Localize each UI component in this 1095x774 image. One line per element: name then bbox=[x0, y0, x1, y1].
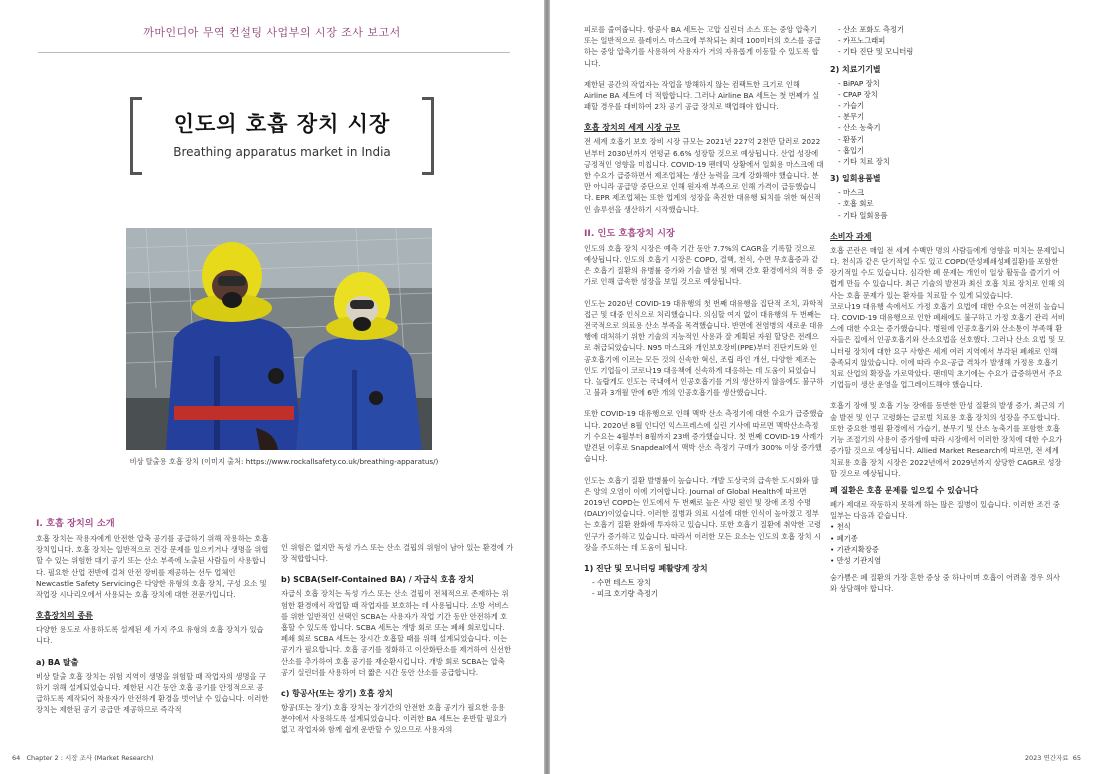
types-heading: 호흡장치의 종류 bbox=[36, 611, 93, 621]
list-item: - 마스크 bbox=[838, 188, 865, 198]
consumer-text-2: 코로나19 대유행 속에서도 가정 호흡기 요법에 대한 수요는 여전히 높습니다. COVID-19 대유행으로 인한 폐쇄에도 불구하고 가정 호흡기 관리 서비스에 대한 수요는 증가했습니다. 병원에 인공호흡기와 산소통이 부족해 환자들은 집에서 인공호흡기와 산소요법을 선호했다. 그러나 산소 요법 및 모니터링 장치에 대한 요구 사항은 세계 여러 지역에서 부각된 폐쇄로 인해 충족되지 않았습니다. 이에 따라 수요-공급 격차가 발생해 가정용 호흡기 치료 산업의 확장을 가로막았다. 팬데믹 초기에는 수요가 급증하면서 주요 기업들이 생산 운영을 업그레이드해야 했습니다. bbox=[830, 301, 1065, 390]
annual-label: 2023 연간자료 bbox=[1024, 754, 1069, 762]
list-item: - 기타 진단 및 모니터링 bbox=[838, 47, 914, 57]
lung-disease-text: 폐가 제대로 작동하지 못하게 하는 많은 질병이 있습니다. 이러한 조건 중 일부는 다음과 같습니다. bbox=[830, 499, 1060, 521]
list-item: • 기관지확장증 bbox=[830, 544, 879, 554]
continued-text: 인 위험은 없지만 독성 가스 또는 산소 결핍의 위험이 남아 있는 환경에 가장 적합합니다. bbox=[281, 543, 514, 564]
airline-confined-text: 제한된 공간의 작업자는 작업을 방해하지 않는 컴팩트한 크기로 인해 Airline BA 세트에 더 적합합니다. 그러나 Airline BA 세트는 첫 번째가 실패할 경우를 대비하여 2차 공기 공급 장치로 백업해야 합니다. bbox=[584, 79, 820, 112]
closing-text: 숨가쁨은 폐 질환의 가장 흔한 증상 중 하나이며 호흡이 어려울 경우 의사와 상담해야 합니다. bbox=[830, 573, 1060, 594]
list-item: - 산소 포화도 측정기 bbox=[838, 25, 904, 34]
list-item: • 폐기종 bbox=[830, 533, 858, 543]
header-rule bbox=[38, 52, 510, 53]
list-item: - BiPAP 장치 bbox=[838, 78, 880, 88]
airline-text: 항공(또는 장기) 호흡 장치는 장기간의 안전한 호흡 공기가 필요한 응용 분야에서 사용하도록 설계되었습니다. 이러한 BA 세트는 운반할 필요가 없고 작업자와 함께 쉽게 운반할 수 있으므로 사용자의 bbox=[281, 703, 507, 735]
footer-left bbox=[12, 753, 154, 762]
consumer-heading: 소비자 과제 bbox=[830, 231, 872, 241]
list-item: - CPAP 장치 bbox=[838, 89, 878, 99]
list-item: • 천식 bbox=[830, 522, 851, 532]
ba-escape-heading: a) BA 탈출 bbox=[36, 657, 79, 667]
list-item: - 수면 테스트 장치 bbox=[592, 577, 651, 587]
hazmat-workers-photo bbox=[126, 228, 432, 450]
right-page bbox=[550, 0, 1095, 774]
therapeutic-list bbox=[830, 78, 1066, 168]
section-heading-intro: I. 호흡 장치의 소개 bbox=[36, 518, 115, 529]
ba-escape-text: 비상 탈출 호흡 장치는 위험 지역이 생명을 위험할 때 작업자의 생명을 구하기 위해 설계되었습니다. 제한된 시간 동안 호흡 공기를 안정적으로 공급하도록 제작되어 착용자가 안전하게 환경을 벗어날 수 있습니다. 이러한 장치는 제한된 공기 공급만 제공하므로 즉각적 bbox=[36, 671, 269, 715]
diagnostic-list bbox=[584, 577, 824, 599]
footer-right bbox=[1025, 753, 1081, 762]
diagnostic-list-cont bbox=[830, 24, 1066, 58]
types-intro: 다양한 용도로 사용하도록 설계된 세 가지 주요 유형의 호흡 장치가 있습니다. bbox=[36, 625, 264, 646]
right-column-2 bbox=[830, 24, 1066, 595]
left-column-2 bbox=[281, 542, 514, 736]
india-market-heading: II. 인도 호흡장치 시장 bbox=[584, 227, 675, 239]
photo-caption: 비상 탈출용 호흡 장치 (이미지 출처: https://www.rockallsafety.co.uk/breathing-apparatus/) bbox=[129, 457, 439, 466]
consumer-text-1: 호흡 곤란은 매일 전 세계 수백만 명의 사람들에게 영향을 미치는 문제입니다. 천식과 같은 단기적일 수도 있고 COPD(만성폐쇄성폐질환)를 포함한 장기적일 수도 있습니다. 심각한 폐 문제는 개인이 일상 활동을 즐기기 어렵게 만들 수 있습니다. 최근 기술의 발전과 최신 호흡 치료 장치로 인해 의사는 호흡 문제가 있는 환자를 치료할 수 있게 되었습니다. bbox=[830, 245, 1065, 300]
right-column-1 bbox=[584, 24, 824, 599]
scba-heading: b) SCBA(Self-Contained BA) / 자급식 호흡 장치 bbox=[281, 575, 475, 585]
india-market-text-1: 인도의 호흡 장치 시장은 예측 기간 동안 7.7%의 CAGR을 기록할 것으로 예상됩니다. 인도의 호흡기 시장은 COPD, 결핵, 천식, 수면 무호흡증과 같은 호흡기 질환의 유병률 증가와 기술 발전 및 재택 간호 환경에서의 적용 증가로 인해 급속한 성장을 보일 것으로 예상됩니다. bbox=[584, 243, 824, 287]
photo-illustration bbox=[126, 228, 432, 450]
disposables-heading: 3) 일회용품별 bbox=[830, 174, 881, 184]
list-item: - 피크 호기량 측정기 bbox=[592, 589, 658, 599]
list-item: - 가습기 bbox=[838, 101, 865, 111]
list-item: - 산소 농축기 bbox=[838, 123, 881, 133]
disposables-list bbox=[830, 187, 1066, 221]
title-korean: 인도의 호흡 장치 시장 bbox=[173, 112, 391, 136]
page-number-right: 65 bbox=[1072, 754, 1081, 762]
therapeutic-heading: 2) 치료기기별 bbox=[830, 64, 881, 74]
airline-continued: 피로를 줄여줍니다. 항공사 BA 세트는 고압 실린더 소스 또는 중앙 압축기 또는 일반적으로 플레이스 마스크에 부착되는 최대 100미터의 호스를 공급하는 중앙 압축기를 사용하여 사용자가 거의 자유롭게 이동할 수 있도록 합니다. bbox=[584, 25, 821, 68]
india-market-text-4: 인도는 호흡기 질환 발병률이 높습니다. 개발 도상국의 급속한 도시화와 많은 양의 오염이 이에 기여합니다. Journal of Global Health에 따르면 2019년 COPD는 인도에서 두 번째로 높은 사망 원인 및 장애 조정 수명(DALY)이었습니다. 이러한 질병과 의료 시설에 대한 인식이 높아졌고 정부는 호흡기 질환 완화에 투자하고 있습니다. 또한 호흡기 질환에 취약한 고령 인구가 증가하고 있습니다. 따라서 이러한 모든 요소는 인도의 호흡 장치 시장을 주도하는 데 도움이 됩니다. bbox=[584, 475, 821, 552]
list-item: - 환풍기 bbox=[838, 134, 865, 144]
intro-paragraph: 호흡 장치는 작용자에게 안전한 압축 공기를 공급하기 위해 작용하는 호흡 장치입니다. 호흡 장치는 일반적으로 건강 문제를 일으키거나 생명을 위협할 수 있는 위험한 대기 공기 또는 산소 부족에 노출된 사람들이 사용합니다. 필요한 산업 전반에 걸쳐 안전 장비를 제공하는 선두 업체인 Newcastle Safety Servicing은 다양한 유형의 호흡 장치, 구성 요소 및 작업장 시나리오에서 사용되는 호흡 장치에 대한 전문가입니다. bbox=[36, 534, 269, 600]
global-market-heading: 호흡 장치의 세계 시장 규모 bbox=[584, 123, 681, 133]
global-market-text: 전 세계 호흡기 보호 장비 시장 규모는 2021년 227억 2천만 달러로 2022년부터 2030년까지 연평균 6.6% 성장할 것으로 예상됩니다. 산업 성장에 긍정적인 영향을 미칩니다. COVID-19 팬데믹 상황에서 일회용 마스크에 대한 수요가 급증하면서 제조업체는 생산 능력을 크게 강화해야 했습니다. 분만 아니라 공급망 중단으로 인해 원자재 부족으로 인해 가격이 급등했습니다. EPR 제조업체는 또한 업계의 성장을 촉진한 대유행 퇴치를 위한 혁신적인 솔루션을 생산하기 시작했습니다. bbox=[584, 137, 824, 214]
lung-disease-list bbox=[830, 521, 1066, 566]
title-block bbox=[130, 97, 434, 175]
scba-text: 자급식 호흡 장치는 독성 가스 또는 산소 결핍이 전체적으로 존재하는 위험한 환경에서 작업할 때 작업자를 보호하는 데 사용됩니다. 소방 서비스를 위한 일반적인 선택인 SCBA는 사용자가 작업 기간 동안 안전하게 호흡할 수 있도록 합니다. SCBA 세트는 개방 회로 또는 폐쇄 회로입니다. 폐쇄 회로 SCBA 세트는 장시간 호흡할 때를 위해 설계되었습니다. 이는 공기가 필요합니다. 호흡 공기를 정화하고 이산화탄소를 제거하여 신선한 산소를 추가하여 호흡 공기를 재순환시킵니다. 개방 회로 SCBA는 압축 공기 실린더를 사용하여 더 짧은 시간 동안 산소를 공급합니다. bbox=[281, 589, 512, 677]
list-item: - 기타 치료 장치 bbox=[838, 157, 890, 167]
consumer-text-3: 호흡기 장애 및 호흡 기능 장애를 동반한 만성 질환의 발생 증가, 최근의 기술 발전 및 인구 고령화는 글로벌 치료용 호흡 장치의 성장을 주도합니다. 또한 중요한 병원 환경에서 가습기, 분무기 및 산소 농축기를 포함한 호흡 기능 조절기의 사용이 증가함에 따라 시장에서 이러한 장치에 대한 수요가 증가할 것으로 예상됩니다. Allied Market Research에 따르면, 전 세계 치료용 호흡 장치 시장은 2022년에서 2029년까지 상당한 CAGR로 성장할 것으로 예상됩니다. bbox=[830, 401, 1065, 478]
left-page bbox=[0, 0, 544, 774]
chapter-label: Chapter 2 : 시장 조사 (Market Research) bbox=[26, 754, 154, 762]
list-item: - 흡입기 bbox=[838, 145, 865, 155]
list-item: • 만성 기관지염 bbox=[830, 555, 882, 565]
list-item: - 카프노그래피 bbox=[838, 36, 886, 46]
title-english: Breathing apparatus market in India bbox=[173, 145, 391, 159]
diagnostic-heading: 1) 진단 및 모니터링 폐활량계 장치 bbox=[584, 563, 708, 573]
airline-heading: c) 항공사(또는 장기) 호흡 장치 bbox=[281, 689, 393, 699]
list-item: - 기타 일회용품 bbox=[838, 210, 888, 220]
left-column-1 bbox=[36, 515, 269, 715]
list-item: - 호흡 회로 bbox=[838, 199, 874, 209]
running-header: 까마인디아 무역 컨설팅 사업부의 시장 조사 보고서 bbox=[143, 26, 401, 39]
india-market-text-2: 인도는 2020년 COVID-19 대유행의 첫 번째 대유행을 집단적 조치, 과학적 접근 및 대중 인식으로 처리했습니다. 의심할 여지 없이 대유행의 두 번째는 전국적으로 의료용 산소 부족을 목격했습니다. 반면에 전염병의 새로운 대유행에 대처하기 위한 기술의 지능적인 사용과 잘 계획된 자원 할당은 전례으로 취급되었습니다. N95 마스크와 개인보호장비(PPE)부터 진단키트와 인공호흡기에 이르는 모든 것의 신속한 혁신, 조립 라인 개선, 다양한 제조는 인도 기업들이 코로나19 대응책에 신속하게 대응하는 데 도움이 되었습니다. 놀랍게도 인도는 국내에서 인공호흡기를 거의 생산하지 않음에도 불구하고 불과 3개월 만에 6만 개의 인공호흡기를 생산했습니다. bbox=[584, 298, 824, 398]
india-market-text-3: 또한 COVID-19 대유행으로 인해 맥박 산소 측정기에 대한 수요가 급증했습니다. 2020년 8월 인디언 익스프레스에 실린 기사에 따르면 맥박산소측정기 수요는 4월부터 8월까지 23배 증가했습니다. 첫 번째 COVID-19 사례가 발견된 이후로 Snapdeal에서 맥박 산소 측정기 구매가 300% 이상 증가했습니다. bbox=[584, 409, 824, 464]
page-number-left: 64 bbox=[12, 754, 21, 762]
lung-disease-heading: 폐 질환은 호흡 문제를 일으킬 수 있습니다 bbox=[830, 485, 979, 495]
list-item: - 분무기 bbox=[838, 112, 865, 122]
